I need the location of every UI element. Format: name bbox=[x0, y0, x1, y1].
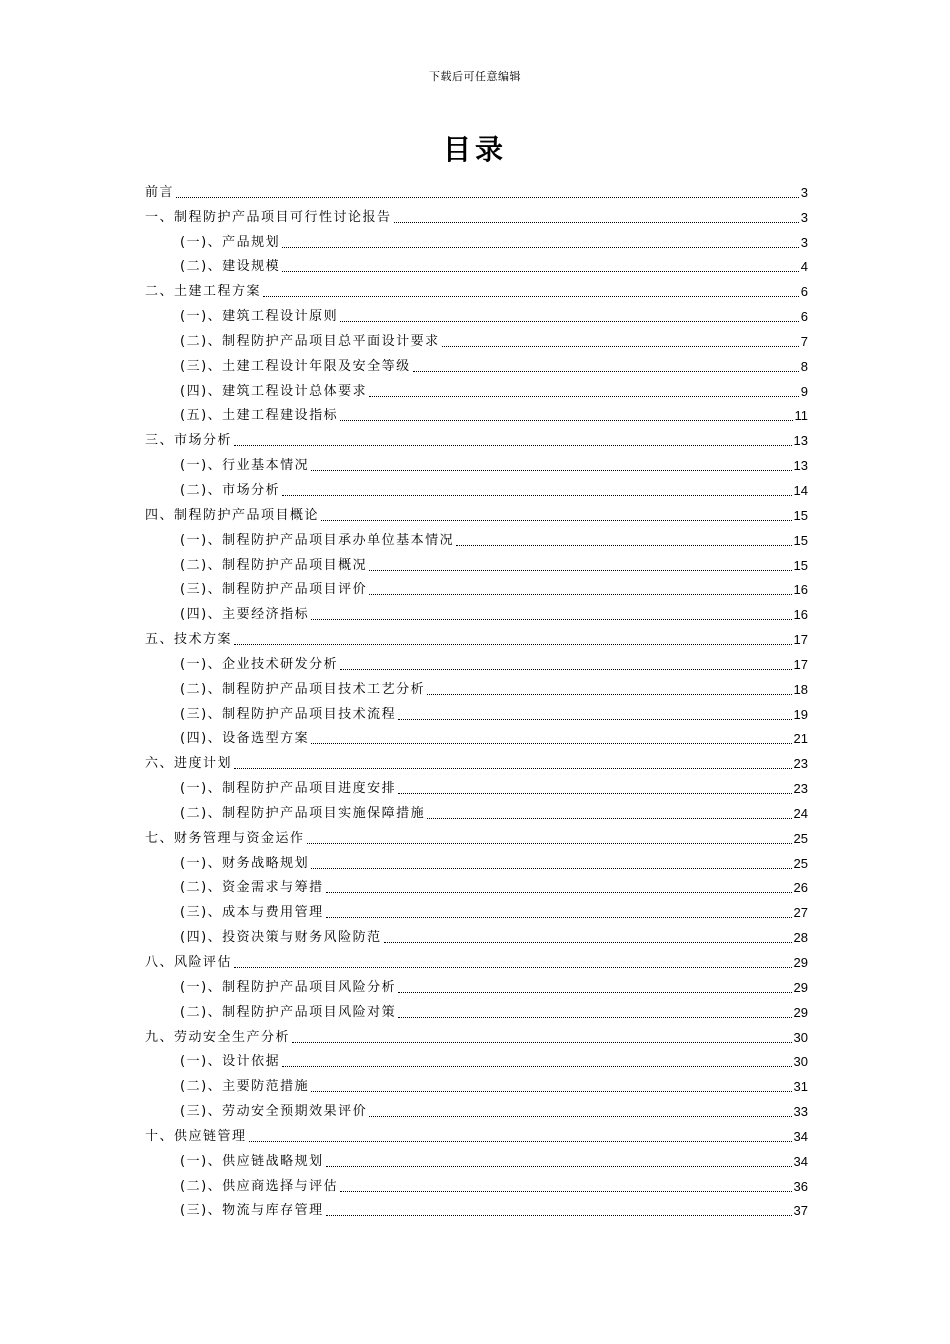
toc-section-entry[interactable] bbox=[145, 1070, 808, 1095]
toc-dot-leader bbox=[340, 420, 792, 421]
toc-page-number: 33 bbox=[793, 1104, 808, 1120]
toc-page-number: 23 bbox=[793, 756, 808, 772]
toc-page-number: 8 bbox=[800, 358, 808, 374]
toc-dot-leader bbox=[263, 296, 799, 297]
toc-page-number: 17 bbox=[793, 632, 808, 648]
toc-page-number: 30 bbox=[793, 1029, 808, 1045]
toc-dot-leader bbox=[282, 271, 799, 272]
toc-entry-label: (二)、制程防护产品项目概况 bbox=[180, 557, 368, 573]
toc-page-number: 29 bbox=[793, 1004, 808, 1020]
toc-entry-label: (一)、制程防护产品项目风险分析 bbox=[180, 979, 397, 995]
toc-page-number: 21 bbox=[793, 731, 808, 747]
toc-dot-leader bbox=[326, 917, 792, 918]
toc-entry-label: 十、供应链管理 bbox=[145, 1128, 247, 1144]
toc-dot-leader bbox=[311, 470, 791, 471]
toc-entry-label: (三)、物流与库存管理 bbox=[180, 1203, 324, 1219]
toc-dot-leader bbox=[307, 843, 792, 844]
toc-dot-leader bbox=[456, 545, 791, 546]
toc-section-entry[interactable] bbox=[145, 797, 808, 822]
toc-chapter-entry[interactable] bbox=[145, 176, 808, 201]
toc-dot-leader bbox=[311, 743, 791, 744]
toc-section-entry[interactable] bbox=[145, 574, 808, 599]
toc-entry-label: (四)、建筑工程设计总体要求 bbox=[180, 383, 368, 399]
toc-page-number: 6 bbox=[800, 284, 808, 300]
toc-dot-leader bbox=[413, 371, 799, 372]
toc-dot-leader bbox=[442, 346, 799, 347]
toc-entry-label: (一)、产品规划 bbox=[180, 234, 281, 250]
toc-dot-leader bbox=[326, 1166, 792, 1167]
toc-dot-leader bbox=[398, 793, 791, 794]
toc-page-number: 3 bbox=[800, 234, 808, 250]
toc-dot-leader bbox=[369, 594, 791, 595]
toc-chapter-entry[interactable] bbox=[145, 946, 808, 971]
toc-dot-leader bbox=[427, 694, 791, 695]
toc-section-entry[interactable] bbox=[145, 1170, 808, 1195]
toc-entry-label: 前言 bbox=[145, 184, 175, 200]
toc-page-number: 15 bbox=[793, 532, 808, 548]
toc-page-number: 34 bbox=[793, 1128, 808, 1144]
toc-entry-label: 一、制程防护产品项目可行性讨论报告 bbox=[145, 209, 392, 225]
toc-dot-leader bbox=[282, 1066, 791, 1067]
toc-dot-leader bbox=[340, 321, 799, 322]
toc-page-number: 13 bbox=[793, 458, 808, 474]
toc-section-entry[interactable] bbox=[145, 847, 808, 872]
toc-entry-label: 四、制程防护产品项目概论 bbox=[145, 507, 320, 523]
toc-dot-leader bbox=[321, 520, 792, 521]
toc-entry-label: (一)、供应链战略规划 bbox=[180, 1153, 324, 1169]
toc-page-number: 27 bbox=[793, 905, 808, 921]
toc-chapter-entry[interactable] bbox=[145, 747, 808, 772]
toc-entry-label: (二)、制程防护产品项目实施保障措施 bbox=[180, 805, 426, 821]
toc-entry-label: (二)、主要防范措施 bbox=[180, 1079, 310, 1095]
toc-section-entry[interactable] bbox=[145, 996, 808, 1021]
toc-dot-leader bbox=[369, 1116, 791, 1117]
toc-entry-label: (二)、制程防护产品项目总平面设计要求 bbox=[180, 333, 440, 349]
toc-page-number: 3 bbox=[800, 184, 808, 200]
toc-entry-label: (一)、制程防护产品项目承办单位基本情况 bbox=[180, 532, 455, 548]
toc-entry-label: (一)、企业技术研发分析 bbox=[180, 656, 339, 672]
toc-entry-label: (二)、市场分析 bbox=[180, 482, 281, 498]
toc-entry-label: (一)、设计依据 bbox=[180, 1054, 281, 1070]
toc-entry-label: 六、进度计划 bbox=[145, 756, 233, 772]
toc-dot-leader bbox=[398, 719, 791, 720]
toc-page-number: 36 bbox=[793, 1178, 808, 1194]
toc-page-number: 29 bbox=[793, 979, 808, 995]
toc-page-number: 9 bbox=[800, 383, 808, 399]
toc-dot-leader bbox=[311, 868, 791, 869]
toc-section-entry[interactable] bbox=[145, 300, 808, 325]
toc-page-number: 25 bbox=[793, 830, 808, 846]
toc-page-number: 3 bbox=[800, 209, 808, 225]
toc-dot-leader bbox=[326, 892, 792, 893]
toc-page-number: 15 bbox=[793, 557, 808, 573]
toc-dot-leader bbox=[282, 495, 791, 496]
header-note: 下载后可任意编辑 bbox=[429, 70, 521, 83]
toc-page-number: 15 bbox=[793, 507, 808, 523]
toc-section-entry[interactable] bbox=[145, 648, 808, 673]
table-of-contents bbox=[145, 176, 808, 1219]
toc-dot-leader bbox=[234, 967, 792, 968]
toc-entry-label: (四)、主要经济指标 bbox=[180, 607, 310, 623]
toc-entry-label: (二)、制程防护产品项目技术工艺分析 bbox=[180, 681, 426, 697]
toc-chapter-entry[interactable] bbox=[145, 275, 808, 300]
toc-entry-label: (三)、劳动安全预期效果评价 bbox=[180, 1104, 368, 1120]
toc-section-entry[interactable] bbox=[145, 723, 808, 748]
toc-page-number: 11 bbox=[794, 408, 808, 424]
toc-section-entry[interactable] bbox=[145, 598, 808, 623]
toc-section-entry[interactable] bbox=[145, 325, 808, 350]
toc-section-entry[interactable] bbox=[145, 1046, 808, 1071]
toc-entry-label: (四)、设备选型方案 bbox=[180, 731, 310, 747]
toc-entry-label: (四)、投资决策与财务风险防范 bbox=[180, 930, 382, 946]
toc-entry-label: (五)、土建工程建设指标 bbox=[180, 408, 339, 424]
toc-dot-leader bbox=[369, 570, 791, 571]
toc-entry-label: (二)、建设规模 bbox=[180, 259, 281, 275]
toc-page-number: 18 bbox=[793, 681, 808, 697]
toc-entry-label: 五、技术方案 bbox=[145, 632, 233, 648]
toc-page-number: 17 bbox=[793, 656, 808, 672]
toc-entry-label: 八、风险评估 bbox=[145, 955, 233, 970]
toc-dot-leader bbox=[398, 992, 791, 993]
toc-entry-label: (三)、制程防护产品项目评价 bbox=[180, 582, 368, 598]
toc-page-number: 28 bbox=[793, 930, 808, 946]
toc-entry-label: (一)、财务战略规划 bbox=[180, 855, 310, 871]
toc-page-number: 26 bbox=[793, 880, 808, 896]
toc-section-entry[interactable] bbox=[145, 549, 808, 574]
toc-page-number: 29 bbox=[793, 955, 808, 970]
toc-chapter-entry[interactable] bbox=[145, 1021, 808, 1046]
toc-entry-label: (三)、制程防护产品项目技术流程 bbox=[180, 706, 397, 722]
toc-dot-leader bbox=[292, 1042, 792, 1043]
toc-dot-leader bbox=[311, 1091, 791, 1092]
toc-entry-label: (二)、制程防护产品项目风险对策 bbox=[180, 1004, 397, 1020]
toc-section-entry[interactable] bbox=[145, 896, 808, 921]
toc-dot-leader bbox=[340, 1191, 791, 1192]
toc-page-number: 23 bbox=[793, 781, 808, 797]
toc-dot-leader bbox=[282, 247, 799, 248]
toc-chapter-entry[interactable] bbox=[145, 424, 808, 449]
toc-page-number: 34 bbox=[793, 1153, 808, 1169]
toc-section-entry[interactable] bbox=[145, 375, 808, 400]
toc-dot-leader bbox=[311, 619, 791, 620]
toc-dot-leader bbox=[427, 818, 791, 819]
toc-page-number: 19 bbox=[793, 706, 808, 722]
toc-chapter-entry[interactable] bbox=[145, 499, 808, 524]
toc-section-entry[interactable] bbox=[145, 474, 808, 499]
toc-page-number: 25 bbox=[793, 855, 808, 871]
toc-dot-leader bbox=[369, 396, 799, 397]
toc-dot-leader bbox=[340, 669, 791, 670]
toc-entry-label: (一)、制程防护产品项目进度安排 bbox=[180, 781, 397, 797]
toc-page-number: 14 bbox=[793, 482, 808, 498]
toc-entry-label: (三)、土建工程设计年限及安全等级 bbox=[180, 358, 411, 374]
toc-dot-leader bbox=[176, 197, 799, 198]
toc-page-number: 31 bbox=[793, 1079, 808, 1095]
toc-dot-leader bbox=[326, 1215, 792, 1216]
toc-section-entry[interactable] bbox=[145, 251, 808, 276]
toc-dot-leader bbox=[234, 644, 792, 645]
toc-entry-label: 二、土建工程方案 bbox=[145, 284, 262, 300]
toc-entry-label: 七、财务管理与资金运作 bbox=[145, 830, 305, 846]
toc-entry-label: (一)、行业基本情况 bbox=[180, 458, 310, 474]
toc-entry-label: (二)、供应商选择与评估 bbox=[180, 1178, 339, 1194]
toc-section-entry[interactable] bbox=[145, 449, 808, 474]
toc-entry-label: (二)、资金需求与筹措 bbox=[180, 880, 324, 896]
toc-chapter-entry[interactable] bbox=[145, 1120, 808, 1145]
toc-page-number: 4 bbox=[800, 259, 808, 275]
toc-section-entry[interactable] bbox=[145, 1145, 808, 1170]
toc-entry-label: (三)、成本与费用管理 bbox=[180, 905, 324, 921]
toc-dot-leader bbox=[394, 222, 799, 223]
toc-dot-leader bbox=[249, 1141, 792, 1142]
toc-chapter-entry[interactable] bbox=[145, 201, 808, 226]
toc-chapter-entry[interactable] bbox=[145, 623, 808, 648]
toc-section-entry[interactable] bbox=[145, 1095, 808, 1120]
toc-dot-leader bbox=[384, 942, 792, 943]
toc-page-number: 37 bbox=[793, 1203, 808, 1219]
toc-chapter-entry[interactable] bbox=[145, 822, 808, 847]
toc-section-entry[interactable] bbox=[145, 971, 808, 996]
toc-title: 目录 bbox=[442, 133, 507, 166]
toc-section-entry[interactable] bbox=[145, 872, 808, 897]
toc-page-number: 7 bbox=[800, 333, 808, 349]
toc-entry-label: 三、市场分析 bbox=[145, 433, 233, 449]
toc-section-entry[interactable] bbox=[145, 524, 808, 549]
toc-section-entry[interactable] bbox=[145, 226, 808, 251]
toc-page-number: 13 bbox=[793, 433, 808, 449]
toc-section-entry[interactable] bbox=[145, 1195, 808, 1220]
toc-dot-leader bbox=[398, 1017, 791, 1018]
toc-section-entry[interactable] bbox=[145, 772, 808, 797]
toc-page-number: 24 bbox=[793, 805, 808, 821]
toc-section-entry[interactable] bbox=[145, 673, 808, 698]
toc-page-number: 16 bbox=[793, 607, 808, 623]
toc-section-entry[interactable] bbox=[145, 350, 808, 375]
toc-page-number: 16 bbox=[793, 582, 808, 598]
toc-page-number: 6 bbox=[800, 309, 808, 325]
toc-dot-leader bbox=[234, 445, 792, 446]
toc-page-number: 30 bbox=[793, 1054, 808, 1070]
toc-section-entry[interactable] bbox=[145, 921, 808, 946]
toc-section-entry[interactable] bbox=[145, 400, 808, 425]
toc-section-entry[interactable] bbox=[145, 698, 808, 723]
toc-entry-label: 九、劳动安全生产分析 bbox=[145, 1029, 291, 1045]
toc-dot-leader bbox=[234, 768, 792, 769]
toc-entry-label: (一)、建筑工程设计原则 bbox=[180, 309, 339, 325]
